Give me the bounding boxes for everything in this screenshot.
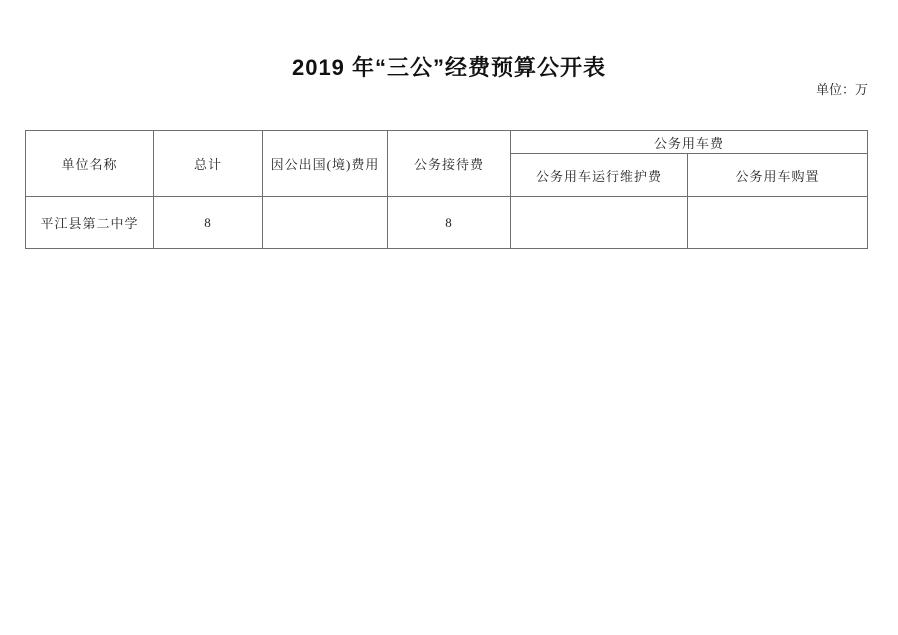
cell-unit-name: 平江县第二中学	[26, 197, 154, 249]
cell-abroad-expense	[263, 197, 388, 249]
column-header-reception-expense: 公务接待费	[388, 131, 511, 197]
column-header-abroad-expense: 因公出国(境)费用	[263, 131, 388, 197]
cell-vehicle-maintenance	[511, 197, 688, 249]
column-header-vehicle-expense-group: 公务用车费	[511, 131, 868, 154]
column-header-total: 总计	[154, 131, 263, 197]
cell-total: 8	[154, 197, 263, 249]
cell-reception-expense: 8	[388, 197, 511, 249]
page-title: 2019 年“三公”经费预算公开表	[291, 55, 607, 80]
budget-table	[25, 130, 868, 249]
column-header-unit-name: 单位名称	[26, 131, 154, 197]
column-header-vehicle-purchase: 公务用车购置	[688, 154, 868, 197]
unit-note: 单位：万	[815, 82, 868, 97]
column-header-vehicle-maintenance: 公务用车运行维护费	[511, 154, 688, 197]
table-row	[26, 197, 868, 249]
cell-vehicle-purchase	[688, 197, 868, 249]
